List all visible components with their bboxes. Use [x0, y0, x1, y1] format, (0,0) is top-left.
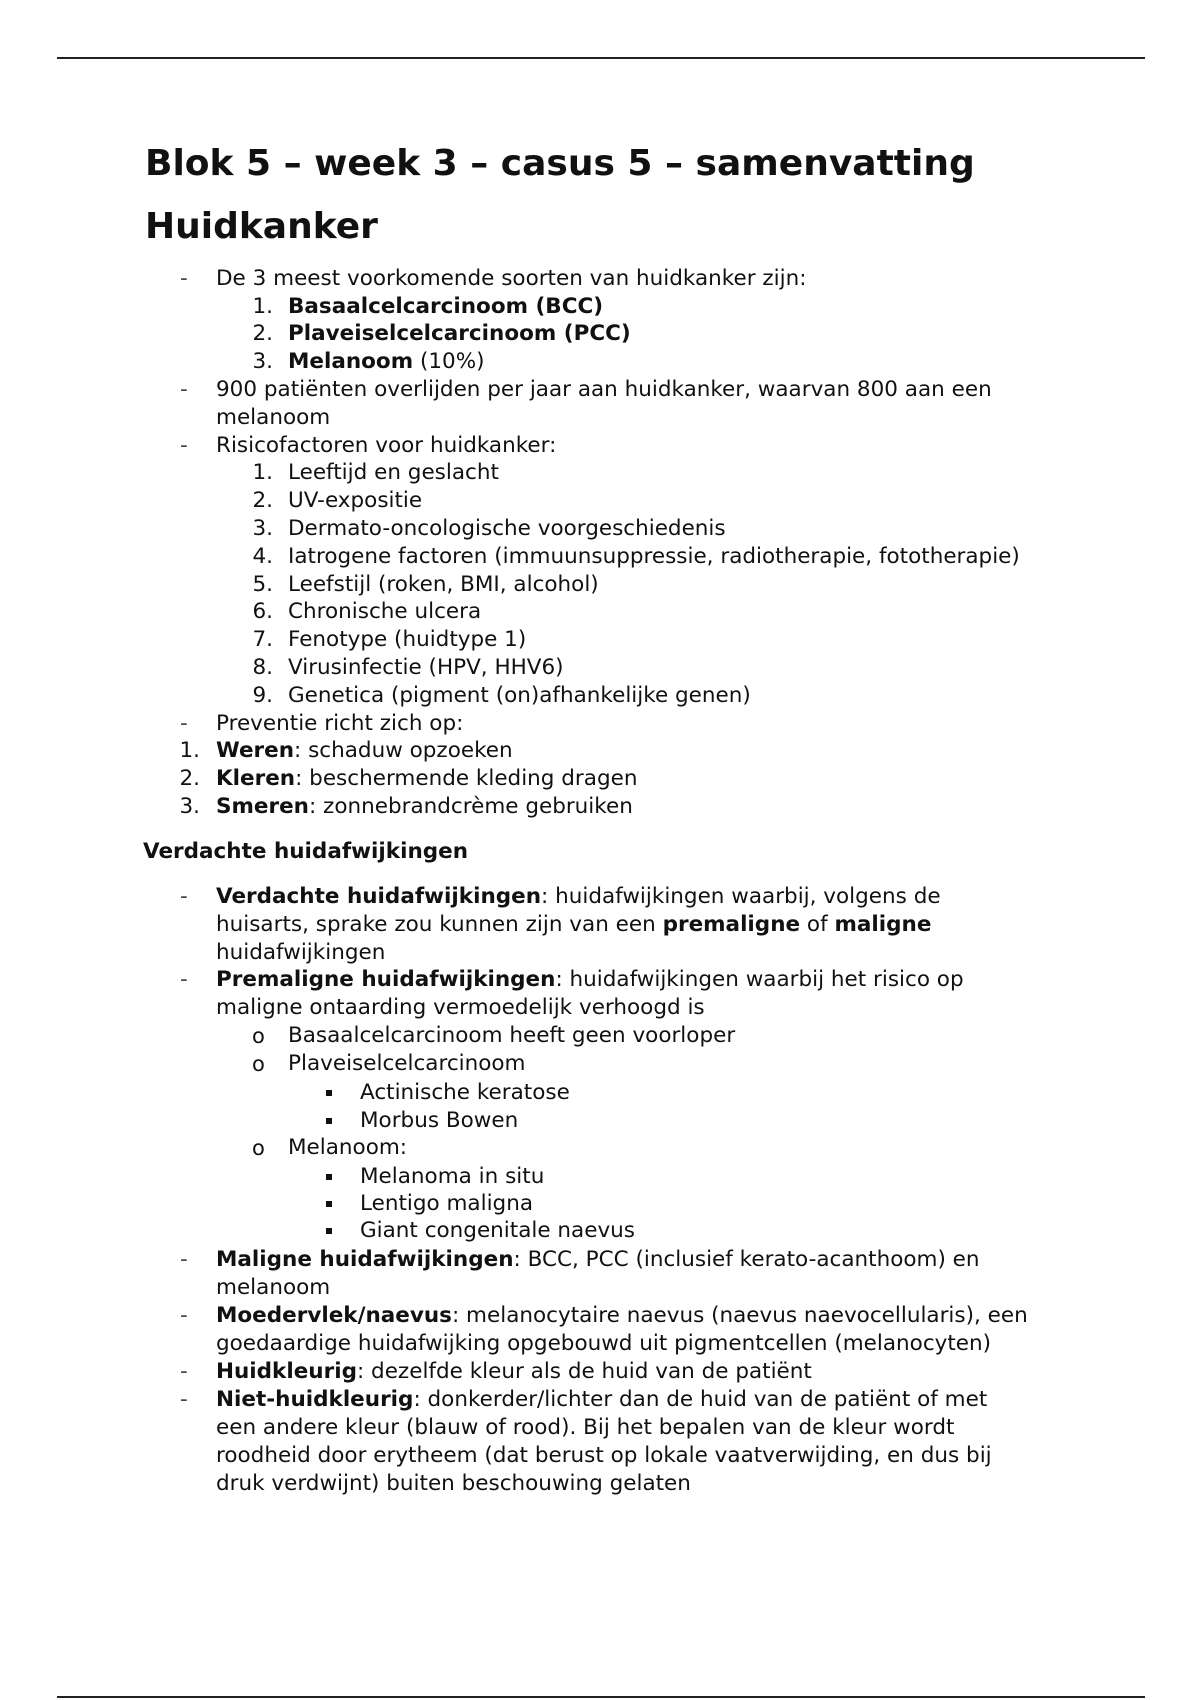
list-number: 1.	[252, 460, 273, 485]
dash-bullet: -	[180, 711, 188, 736]
dash-bullet: -	[180, 266, 188, 291]
list-number: 4.	[252, 544, 273, 569]
list-item-continuation: druk verdwijnt) buiten beschouwing gelaten	[216, 1471, 691, 1496]
list-item: 900 patiënten overlijden per jaar aan huidkanker, waarvan 800 aan een	[216, 377, 992, 402]
dash-bullet: -	[180, 1303, 188, 1328]
list-item: Risicofactoren voor huidkanker:	[216, 433, 557, 458]
dash-bullet: -	[180, 1387, 188, 1412]
square-bullet	[326, 1201, 332, 1207]
bottom-rule	[57, 1696, 1145, 1698]
square-bullet	[326, 1174, 332, 1180]
list-item: Melanoma in situ	[360, 1164, 545, 1189]
list-item: Melanoom (10%)	[288, 349, 485, 374]
list-number: 1.	[252, 294, 273, 319]
dash-bullet: -	[180, 1359, 188, 1384]
square-bullet	[326, 1090, 332, 1096]
list-item-continuation: goedaardige huidafwijking opgebouwd uit pigmentcellen (melanocyten)	[216, 1331, 992, 1356]
list-item: Weren: schaduw opzoeken	[216, 738, 513, 763]
list-item: Huidkleurig: dezelfde kleur als de huid van de patiënt	[216, 1359, 812, 1384]
list-item: Verdachte huidafwijkingen: huidafwijkingen waarbij, volgens de	[216, 884, 941, 909]
list-item: Lentigo maligna	[360, 1191, 534, 1216]
page-title: Blok 5 – week 3 – casus 5 – samenvatting	[145, 143, 975, 184]
list-item: Fenotype (huidtype 1)	[288, 627, 527, 652]
section-title-huidkanker: Huidkanker	[145, 206, 378, 247]
list-item: Basaalcelcarcinoom heeft geen voorloper	[288, 1023, 736, 1048]
list-item: UV-expositie	[288, 488, 423, 513]
list-item: Plaveiselcelcarcinoom	[288, 1051, 526, 1076]
dash-bullet: -	[180, 884, 188, 909]
list-number: 7.	[252, 627, 273, 652]
list-item: Preventie richt zich op:	[216, 711, 464, 736]
list-item-continuation: melanoom	[216, 405, 331, 430]
list-item-continuation: huisarts, sprake zou kunnen zijn van een premaligne of maligne	[216, 912, 932, 937]
list-item: Maligne huidafwijkingen: BCC, PCC (inclusief kerato-acanthoom) en	[216, 1247, 980, 1272]
list-item: Genetica (pigment (on)afhankelijke genen)	[288, 683, 751, 708]
list-item: Actinische keratose	[360, 1080, 570, 1105]
square-bullet	[326, 1118, 332, 1124]
list-item: Plaveiselcelcarcinoom (PCC)	[288, 321, 631, 346]
list-item: Melanoom:	[288, 1135, 408, 1160]
list-item: Iatrogene factoren (immuunsuppressie, radiotherapie, fototherapie)	[288, 544, 1020, 569]
list-item-continuation: een andere kleur (blauw of rood). Bij het bepalen van de kleur wordt	[216, 1415, 955, 1440]
list-item: Niet-huidkleurig: donkerder/lichter dan de huid van de patiënt of met	[216, 1387, 988, 1412]
list-item-continuation: melanoom	[216, 1275, 331, 1300]
list-number: 2.	[252, 488, 273, 513]
list-number: 3.	[252, 516, 273, 541]
list-item: Premaligne huidafwijkingen: huidafwijkingen waarbij het risico op	[216, 967, 964, 992]
list-number: 3.	[179, 794, 200, 819]
list-item: Kleren: beschermende kleding dragen	[216, 766, 638, 791]
dash-bullet: -	[180, 433, 188, 458]
dash-bullet: -	[180, 967, 188, 992]
list-item: Giant congenitale naevus	[360, 1218, 635, 1243]
square-bullet	[326, 1228, 332, 1234]
list-item-continuation: huidafwijkingen	[216, 940, 386, 965]
list-item: Basaalcelcarcinoom (BCC)	[288, 294, 604, 319]
list-item: Leeftijd en geslacht	[288, 460, 499, 485]
list-item: Dermato-oncologische voorgeschiedenis	[288, 516, 726, 541]
list-number: 6.	[252, 599, 273, 624]
subheading-verdachte-huidafwijkingen: Verdachte huidafwijkingen	[143, 839, 469, 864]
list-number: 5.	[252, 572, 273, 597]
list-item: Leefstijl (roken, BMI, alcohol)	[288, 572, 599, 597]
list-number: 3.	[252, 349, 273, 374]
list-item: De 3 meest voorkomende soorten van huidkanker zijn:	[216, 266, 807, 291]
top-rule	[57, 57, 1145, 59]
list-item-continuation: roodheid door erytheem (dat berust op lokale vaatverwijding, en dus bij	[216, 1443, 992, 1468]
list-item: Morbus Bowen	[360, 1108, 519, 1133]
dash-bullet: -	[180, 377, 188, 402]
list-number: 2.	[252, 321, 273, 346]
list-number: 8.	[252, 655, 273, 680]
list-item: Moedervlek/naevus: melanocytaire naevus (naevus naevocellularis), een	[216, 1303, 1028, 1328]
list-item: Smeren: zonnebrandcrème gebruiken	[216, 794, 633, 819]
dash-bullet: -	[180, 1247, 188, 1272]
list-number: 9.	[252, 683, 273, 708]
list-item-continuation: maligne ontaarding vermoedelijk verhoogd is	[216, 995, 705, 1020]
circle-bullet: o	[252, 1052, 265, 1076]
list-number: 1.	[179, 738, 200, 763]
list-item: Chronische ulcera	[288, 599, 482, 624]
list-item: Virusinfectie (HPV, HHV6)	[288, 655, 564, 680]
list-number: 2.	[179, 766, 200, 791]
circle-bullet: o	[252, 1136, 265, 1160]
circle-bullet: o	[252, 1024, 265, 1048]
